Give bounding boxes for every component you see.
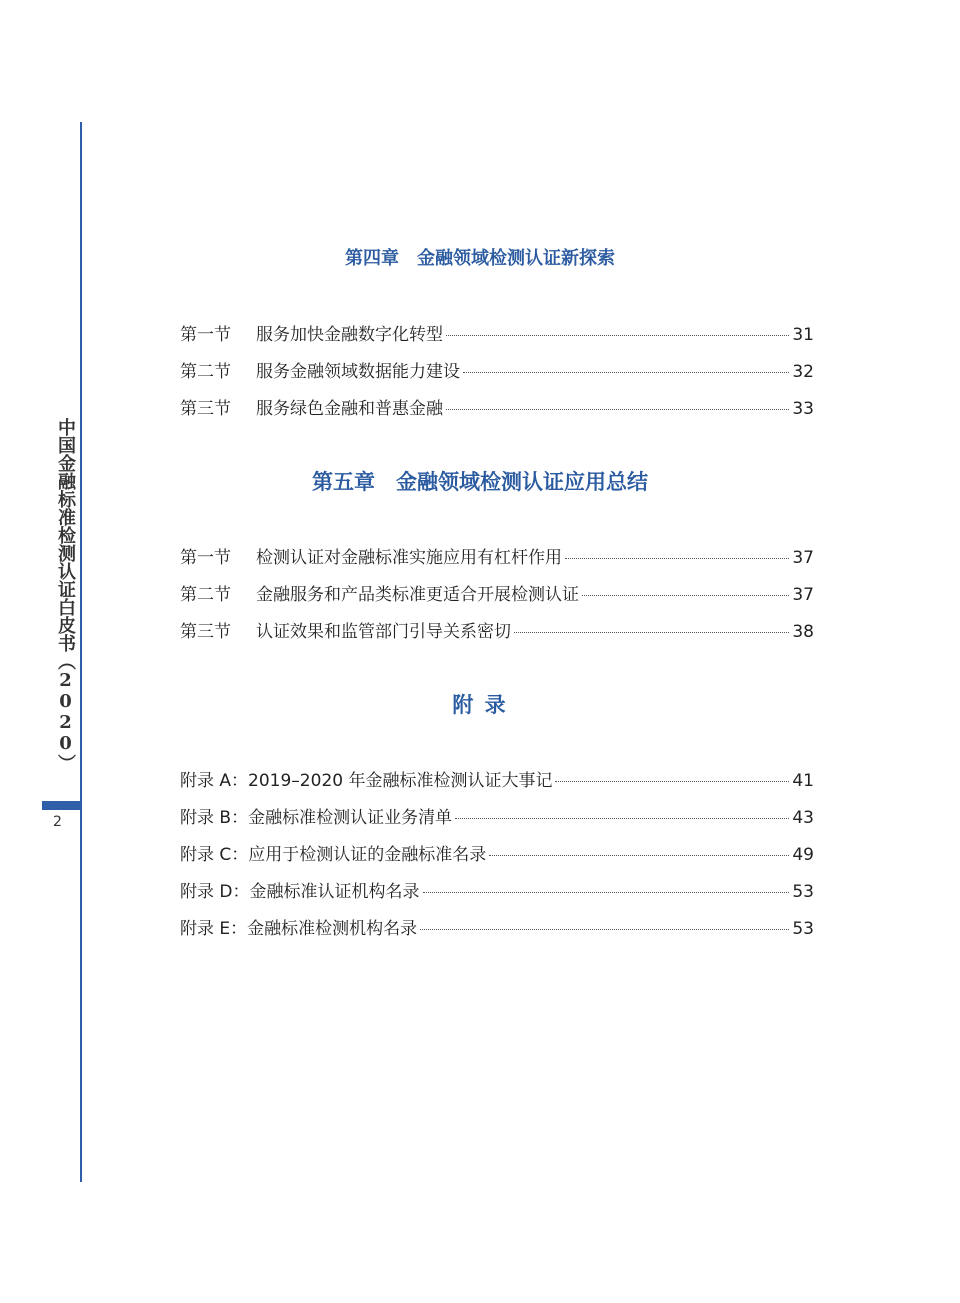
toc-entry-title: 认证效果和监管部门引导关系密切 [256,622,511,642]
chapter-5-title: 第五章 金融领域检测认证应用总结 [312,470,648,494]
toc-entry[interactable] [180,543,814,569]
toc-entry-title: 金融服务和产品类标准更适合开展检测认证 [256,585,579,605]
toc-entry-label: 附录 E： [180,919,248,939]
appendix-title: 附 录 [452,693,508,717]
toc-entry-page: 53 [792,882,814,902]
toc-entry[interactable] [180,617,814,643]
toc-entry[interactable] [180,394,814,420]
toc-entry-label: 第三节 [180,622,231,642]
dot-leader [555,780,789,782]
toc-entry-label: 第三节 [180,399,231,419]
toc-entry-page: 33 [792,399,814,419]
toc-entry-page: 38 [792,622,814,642]
toc-entry-page: 32 [792,362,814,382]
toc-entry-title: 应用于检测认证的金融标准名录 [248,845,487,865]
toc-entry-label: 附录 D： [180,882,250,902]
toc-entry-page: 49 [792,845,814,865]
toc-entry[interactable] [180,803,814,829]
dot-leader [463,371,789,373]
toc-entry-title: 服务金融领域数据能力建设 [256,362,460,382]
toc-entry[interactable] [180,580,814,606]
dot-leader [446,408,789,410]
toc-entry-label: 附录 A： [180,771,249,791]
toc-entry[interactable] [180,320,814,346]
toc-entry[interactable] [180,877,814,903]
toc-entry-label: 第一节 [180,325,231,345]
toc-entry-label: 第二节 [180,585,231,605]
dot-leader [420,928,789,930]
toc-entry-title: 金融标准认证机构名录 [249,882,420,902]
toc-entry-title: 金融标准检测机构名录 [247,919,418,939]
toc-entry-page: 37 [792,585,814,605]
toc-entry-label: 第二节 [180,362,231,382]
spine-line [80,122,82,1182]
dot-leader [582,594,789,596]
toc-entry-page: 37 [792,548,814,568]
dot-leader [423,891,790,893]
toc-entry[interactable] [180,357,814,383]
page-number: 2 [53,814,62,830]
toc-entry-title: 2019–2020 年金融标准检测认证大事记 [248,771,553,791]
dot-leader [455,817,789,819]
toc-entry-label: 附录 B： [180,808,249,828]
spine-tab [42,801,82,810]
toc-entry[interactable] [180,766,814,792]
dot-leader [489,854,789,856]
toc-entry[interactable] [180,914,814,940]
toc-entry-label: 附录 C： [180,845,249,865]
book-title-vertical: 中国金融标准检测认证白皮书（2020） [55,418,76,772]
dot-leader [514,631,789,633]
chapter-4-title: 第四章 金融领域检测认证新探索 [345,248,615,269]
toc-entry-page: 31 [792,325,814,345]
toc-entry-title: 服务绿色金融和普惠金融 [256,399,443,419]
dot-leader [446,334,789,336]
toc-entry-title: 服务加快金融数字化转型 [256,325,443,345]
toc-entry-title: 金融标准检测认证业务清单 [248,808,453,828]
toc-entry-title: 检测认证对金融标准实施应用有杠杆作用 [256,548,562,568]
toc-entry-page: 43 [792,808,814,828]
toc-entry[interactable] [180,840,814,866]
toc-entry-page: 41 [792,771,814,791]
toc-entry-page: 53 [792,919,814,939]
dot-leader [565,557,789,559]
toc-entry-label: 第一节 [180,548,231,568]
